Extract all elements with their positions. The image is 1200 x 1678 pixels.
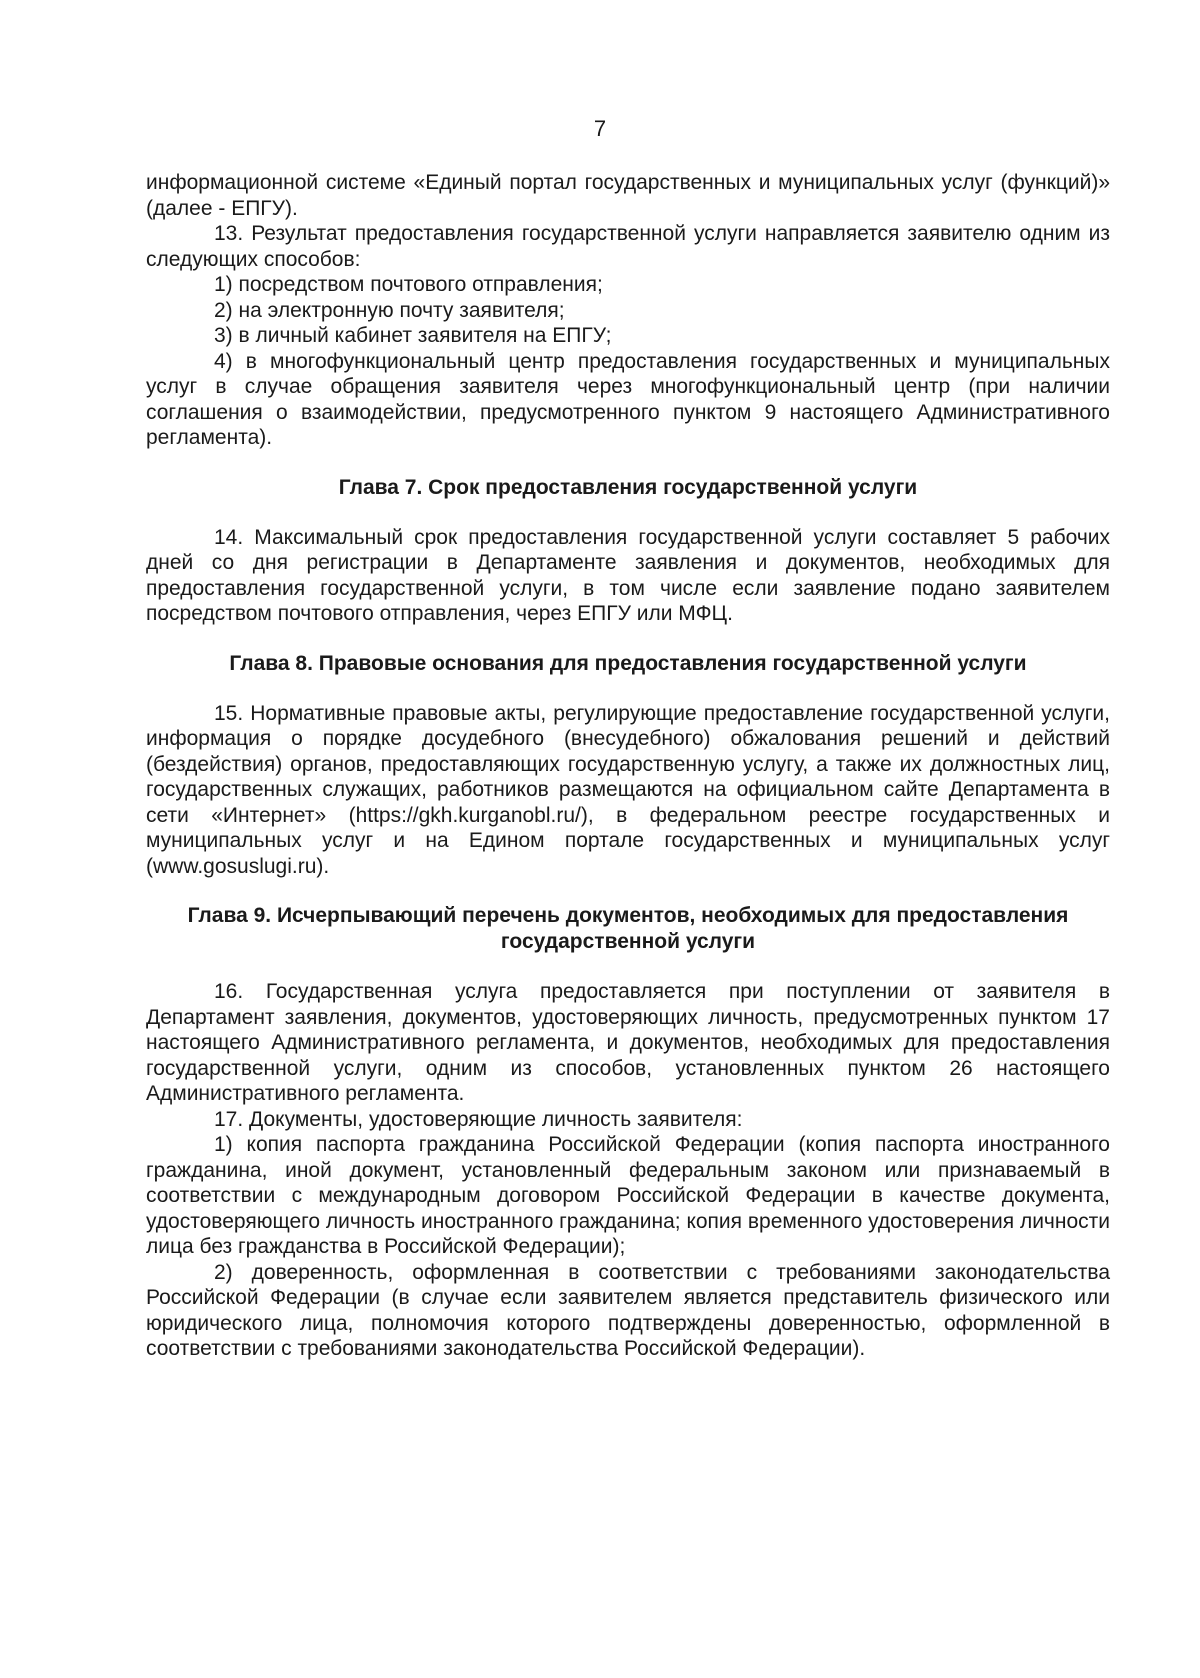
paragraph-17: 17. Документы, удостоверяющие личность заявителя: — [214, 1107, 743, 1131]
list-item-17-1: 1) копия паспорта гражданина Российской Федерации (копия паспорта иностранного гражданина, иной документ, установленный федеральным законом или признаваемый в соответствии с международным договором Российской Федерации в качестве документа, удостоверяющего личность иностранного гражданина; копия временного удостоверения личности лица без гражданства в Российской Федерации); — [146, 1133, 1110, 1258]
chapter-9-heading-line-2: государственной услуги — [500, 930, 756, 953]
list-item-13-2: 2) на электронную почту заявителя; — [214, 298, 565, 322]
list-item-13-1: 1) посредством почтового отправления; — [214, 273, 603, 296]
list-item-13-4: 4) в многофункциональный центр предоставления государственных и муниципальных услуг в случае обращения заявителя через многофункциональный центр (при наличии соглашения о взаимодействии, предусмотренного пунктом 9 настоящего Административного регламента). — [146, 349, 1110, 449]
paragraph-15: 15. Нормативные правовые акты, регулирующие предоставление государственной услуги, информация о порядке досудебного (внесудебного) обжалования решений и действий (бездействия) органов, предоставляющих государственную услугу, а также их должностных лиц, государственных служащих, работников размещаются на официальном сайте Департамента в сети «Интернет» (https://gkh.kurganobl.ru/), в федеральном реестре государственных и муниципальных услуг и на Едином портале государственных и муниципальных услуг (www.gosuslugi.ru). — [146, 701, 1110, 878]
paragraph-14: 14. Максимальный срок предоставления государственной услуги составляет 5 рабочих дней со дня регистрации в Департаменте заявления и документов, необходимых для предоставления государственной услуги, в том числе если заявление подано заявителем посредством почтового отправления, через ЕПГУ или МФЦ. — [146, 525, 1110, 625]
chapter-8-heading: Глава 8. Правовые основания для предоставления государственной услуги — [229, 651, 1027, 675]
page-number: 7 — [593, 116, 607, 141]
list-item-13-3: 3) в личный кабинет заявителя на ЕПГУ; — [214, 324, 612, 347]
list-item-17-2: 2) доверенность, оформленная в соответствии с требованиями законодательства Российской Федерации (в случае если заявителем является представитель физического или юридического лица, полномочия которого подтверждены доверенностью, оформленной в соответствии с требованиями законодательства Российской Федерации). — [146, 1260, 1110, 1360]
document-body — [146, 170, 1110, 1362]
chapter-7-heading: Глава 7. Срок предоставления государственной услуги — [338, 475, 918, 499]
paragraph-13: 13. Результат предоставления государственной услуги направляется заявителю одним из следующих способов: — [146, 222, 1110, 271]
paragraph-16: 16. Государственная услуга предоставляется при поступлении от заявителя в Департамент заявления, документов, удостоверяющих личность, предусмотренных пунктом 17 настоящего Административного регламента, и документов, необходимых для предоставления государственной услуги, одним из способов, установленных пунктом 26 настоящего Административного регламента. — [146, 980, 1110, 1105]
chapter-9-heading-line-1: Глава 9. Исчерпывающий перечень документов, необходимых для предоставления — [187, 904, 1069, 927]
paragraph-continuation: информационной системе «Единый портал государственных и муниципальных услуг (функций)» (далее - ЕПГУ). — [146, 171, 1110, 220]
